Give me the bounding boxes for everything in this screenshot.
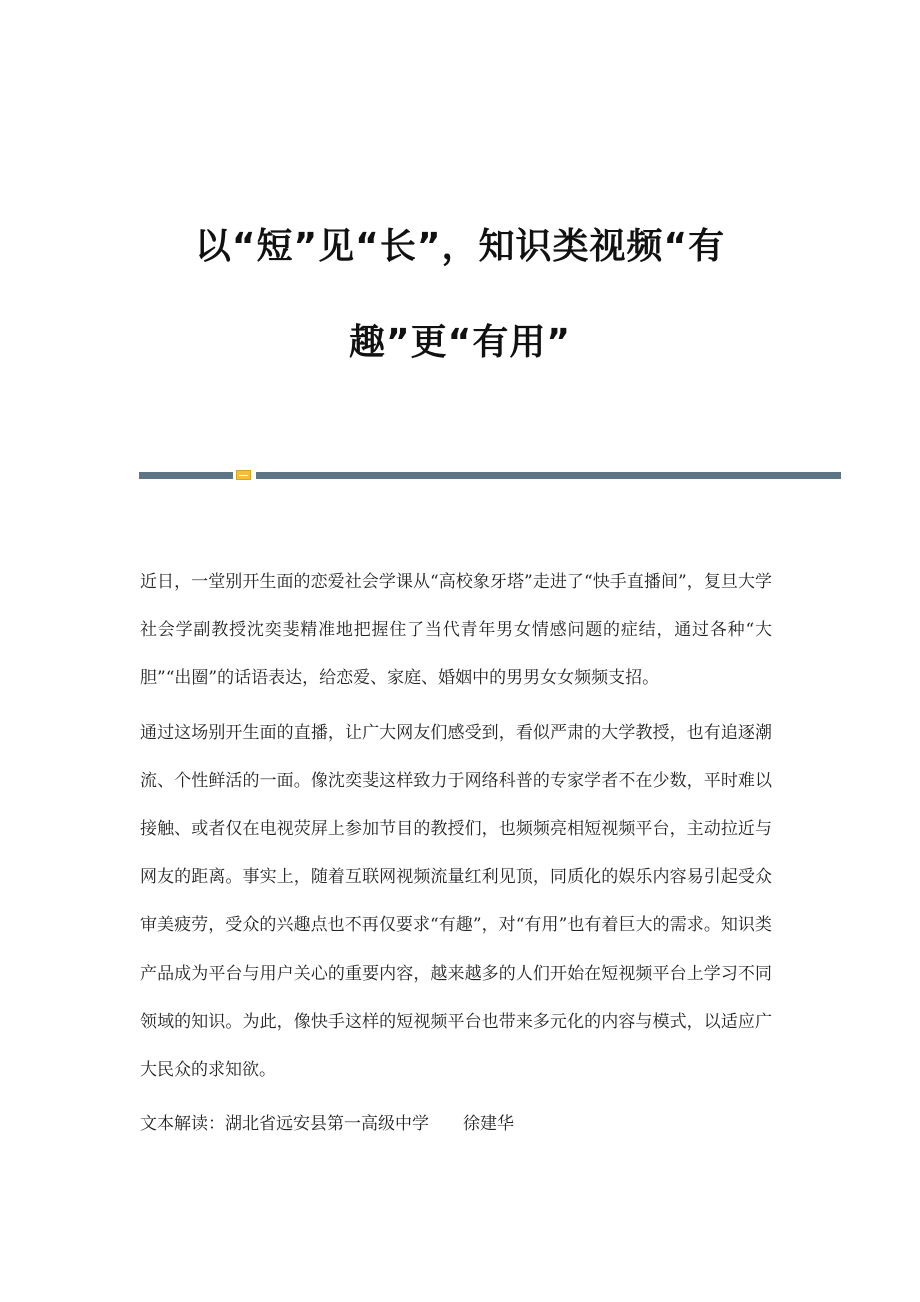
document-title-line-1: 以“短”见“长”，知识类视频“有 bbox=[194, 226, 726, 267]
author-credit: 文本解读：湖北省远安县第一高级中学 徐建华 bbox=[140, 1114, 514, 1135]
divider-bar-left bbox=[139, 472, 233, 479]
document-title-line-2: 趣”更“有用” bbox=[349, 322, 571, 363]
article-body bbox=[140, 558, 772, 1148]
title-divider bbox=[139, 470, 841, 480]
divider-ornament-icon bbox=[236, 470, 251, 480]
paragraph-2: 通过这场别开生面的直播，让广大网友们感受到，看似严肃的大学教授，也有追逐潮流、个性鲜活的一面。像沈奕斐这样致力于网络科普的专家学者不在少数，平时难以接触、或者仅在电视荧屏上参加节目的教授们，也频频亮相短视频平台，主动拉近与网友的距离。事实上，随着互联网视频流量红利见顶，同质化的娱乐内容易引起受众审美疲劳，受众的兴趣点也不再仅要求“有趣”，对“有用”也有着巨大的需求。知识类产品成为平台与用户关心的重要内容，越来越多的人们开始在短视频平台上学习不同领域的知识。为此，像快手这样的短视频平台也带来多元化的内容与模式，以适应广大民众的求知欲。 bbox=[140, 722, 772, 1081]
divider-bar-right bbox=[256, 472, 841, 479]
paragraph-1: 近日，一堂别开生面的恋爱社会学课从“高校象牙塔”走进了“快手直播间”，复旦大学社会学副教授沈奕斐精准地把握住了当代青年男女情感问题的症结，通过各种“大胆”“出圈”的话语表达，给恋爱、家庭、婚姻中的男男女女频频支招。 bbox=[140, 572, 772, 689]
